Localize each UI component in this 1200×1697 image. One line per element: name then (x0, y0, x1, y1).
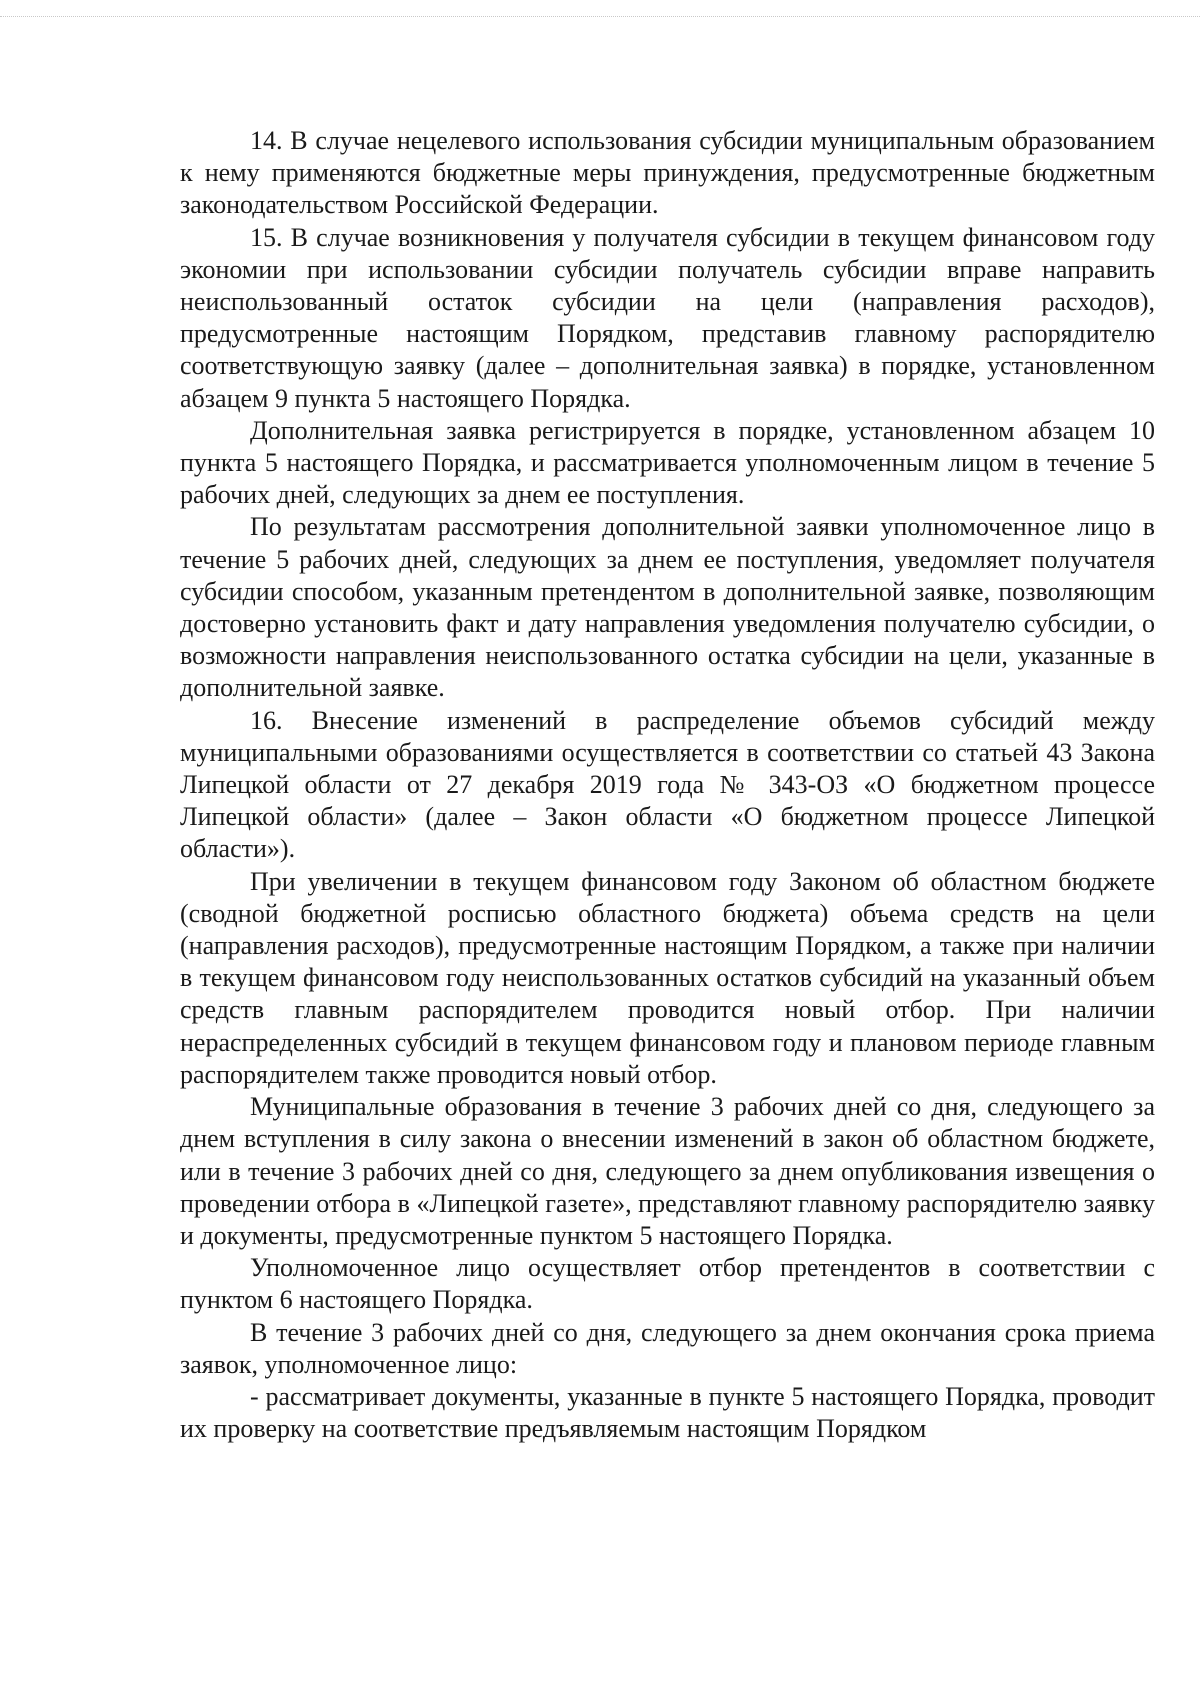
list-item-review-documents: - рассматривает документы, указанные в пункте 5 настоящего Порядка, проводит их проверку на соответствие предъявляемым настоящим Порядком (180, 1381, 1155, 1444)
paragraph-within-3-days: В течение 3 рабочих дней со дня, следующего за днем окончания срока приема заявок, уполномоченное лицо: (180, 1317, 1155, 1379)
scan-artifact-line (0, 16, 1200, 17)
paragraph-budget-increase: При увеличении в текущем финансовом году Законом об областном бюджете (сводной бюджетной росписью областного бюджета) объема средств на цели (направления расходов), предусмотренные настоящим Порядком, а также при наличии в текущем финансовом году неиспользованных остатков субсидий на указанный объем средств главным распорядителем проводится новый отбор. При наличии нераспределенных субсидий в текущем финансовом году и плановом периоде главным распорядителем также проводится новый отбор. (180, 866, 1155, 1089)
document-body (180, 125, 1155, 1445)
paragraph-14: 14. В случае нецелевого использования субсидии муниципальным образованием к нему применяются бюджетные меры принуждения, предусмотренные бюджетным законодательством Российской Федерации. (180, 126, 1155, 220)
paragraph-selection: Уполномоченное лицо осуществляет отбор претендентов в соответствии с пунктом 6 настоящего Порядка. (180, 1253, 1155, 1315)
paragraph-15: 15. В случае возникновения у получателя субсидии в текущем финансовом году экономии при использовании субсидии получатель субсидии вправе направить неиспользованный остаток субсидии на цели (направления расходов), предусмотренные настоящим Порядком, представив главному распорядителю соответствующую заявку (далее – дополнительная заявка) в порядке, установленном абзацем 9 пункта 5 настоящего Порядка. (180, 222, 1155, 413)
paragraph-municipal-submission: Муниципальные образования в течение 3 рабочих дней со дня, следующего за днем вступления в силу закона о внесении изменений в закон об областном бюджете, или в течение 3 рабочих дней со дня, следующего за днем опубликования извещения о проведении отбора в «Липецкой газете», представляют главному распорядителю заявку и документы, предусмотренные пунктом 5 настоящего Порядка. (180, 1092, 1155, 1250)
paragraph-16: 16. Внесение изменений в распределение объемов субсидий между муниципальными образованиями осуществляется в соответствии со статьей 43 Закона Липецкой области от 27 декабря 2019 года № 343-ОЗ «О бюджетном процессе Липецкой области» (далее – Закон области «О бюджетном процессе Липецкой области»). (180, 705, 1155, 864)
paragraph-review-results: По результатам рассмотрения дополнительной заявки уполномоченное лицо в течение 5 рабочих дней, следующих за днем ее поступления, уведомляет получателя субсидии способом, указанным претендентом в дополнительной заявке, позволяющим достоверно установить факт и дату направления уведомления получателю субсидии, о возможности направления неиспользованного остатка субсидии на цели, указанные в дополнительной заявке. (180, 512, 1155, 703)
paragraph-additional-application: Дополнительная заявка регистрируется в порядке, установленном абзацем 10 пункта 5 настоящего Порядка, и рассматривается уполномоченным лицом в течение 5 рабочих дней, следующих за днем ее поступления. (180, 415, 1155, 510)
